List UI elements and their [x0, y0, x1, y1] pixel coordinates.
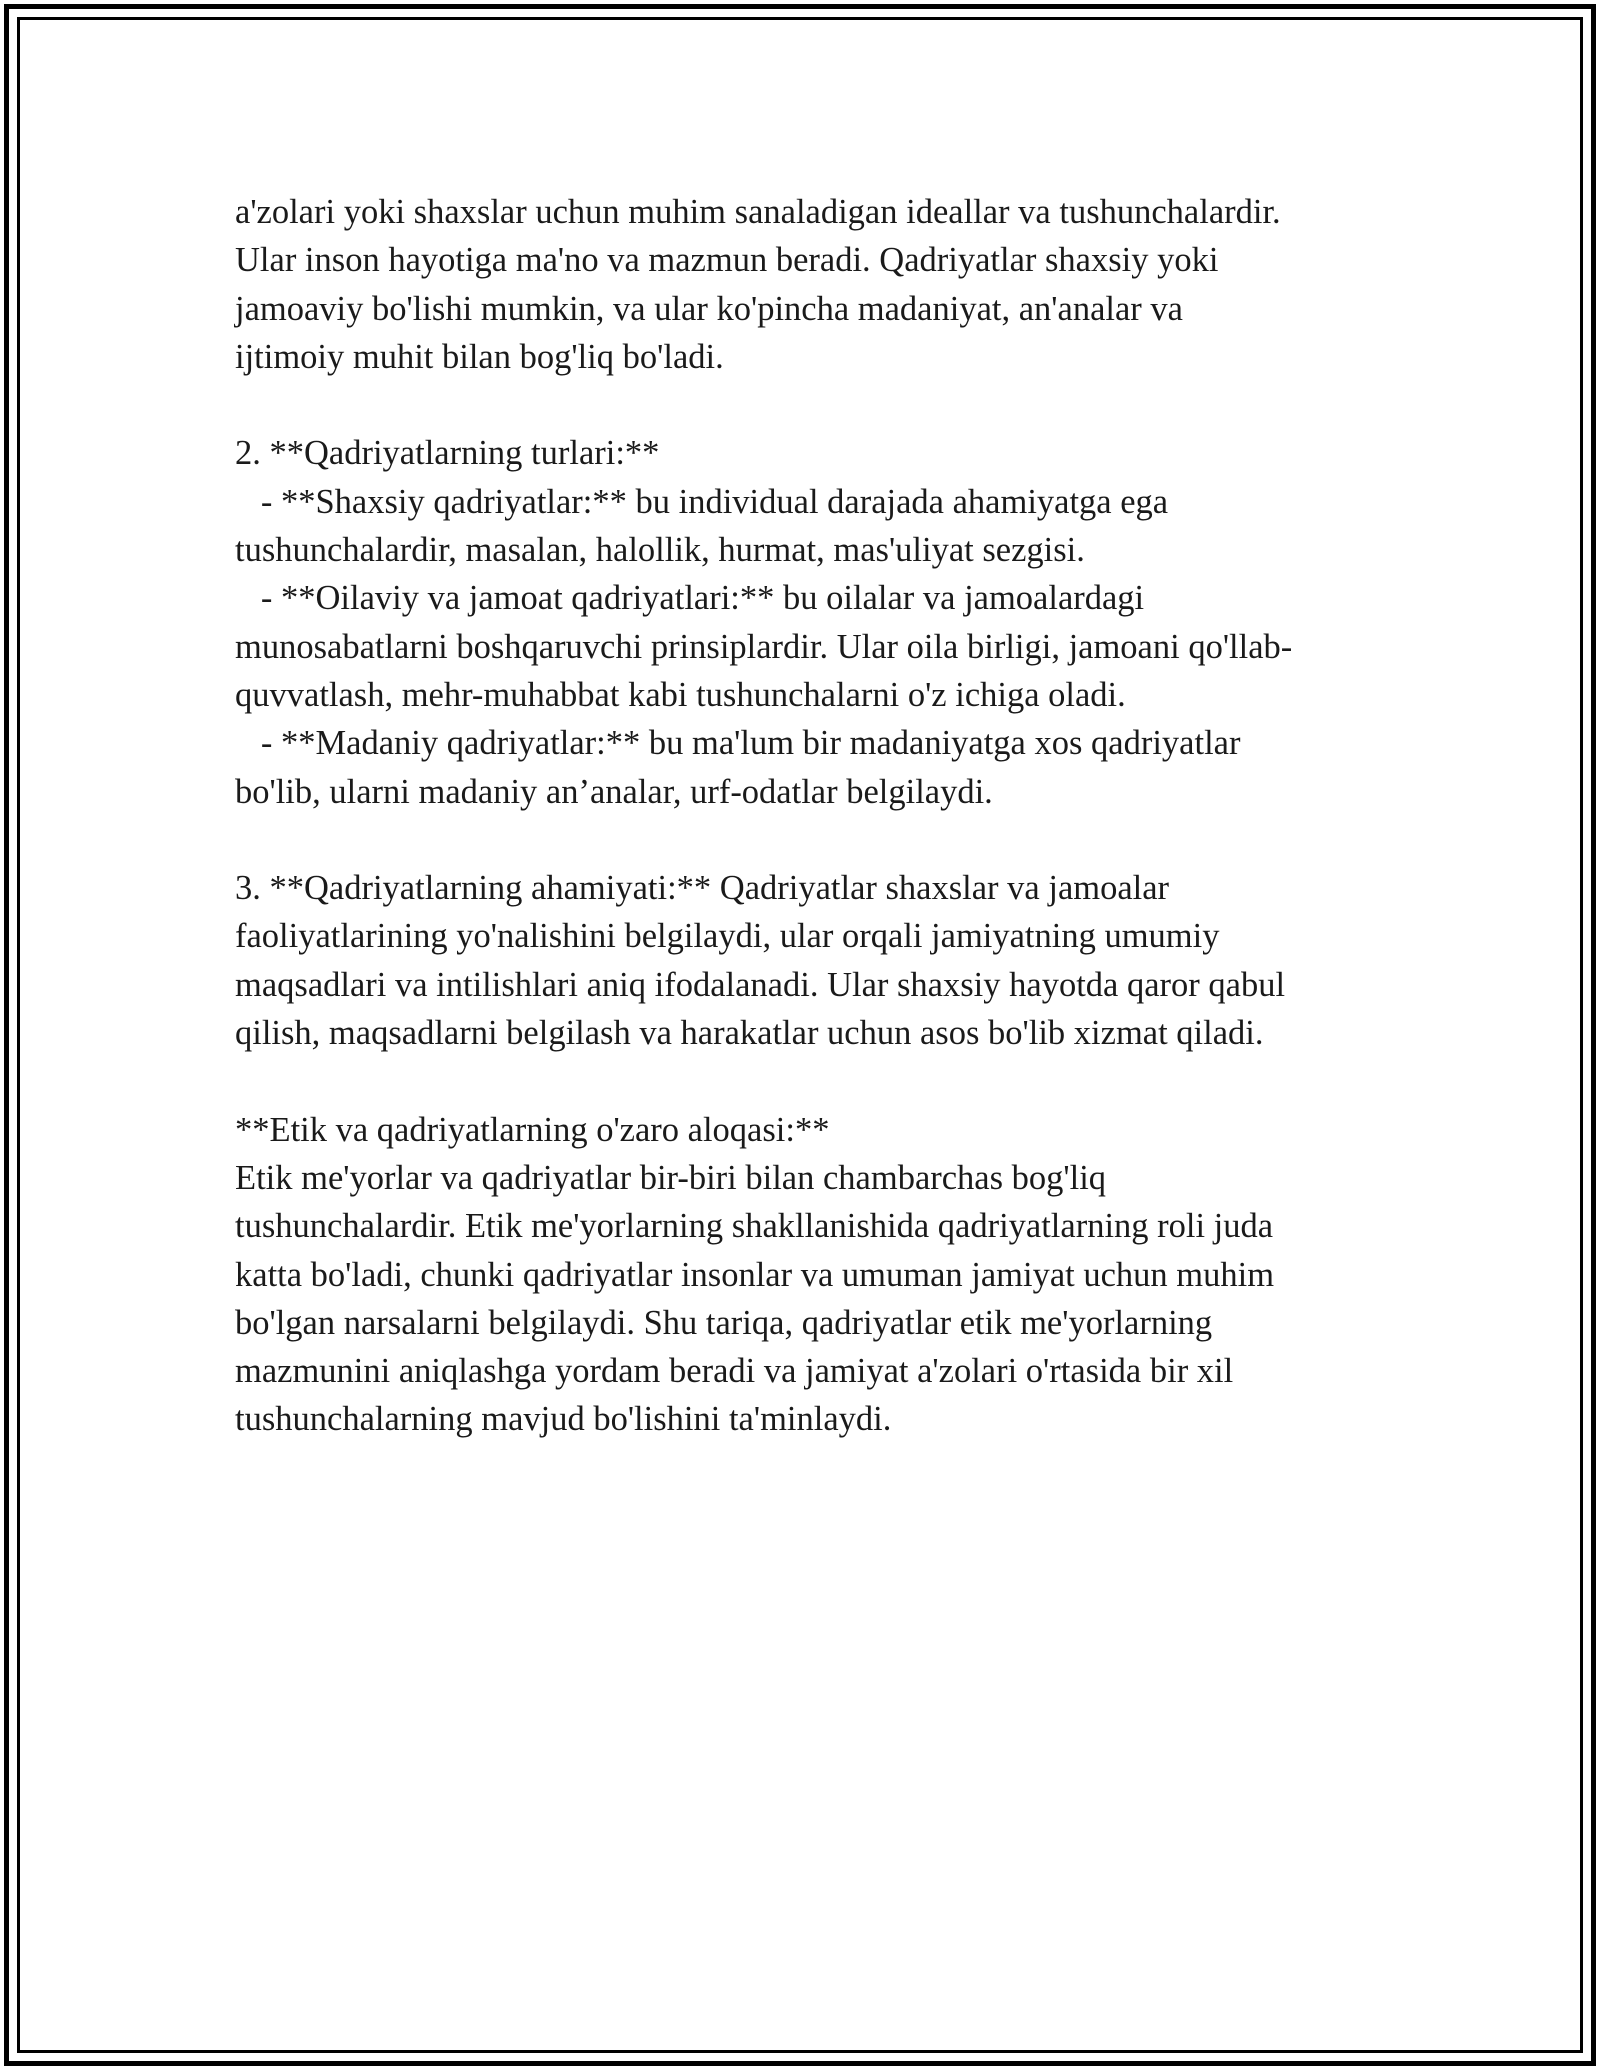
- paragraph-spacer: [235, 1057, 1395, 1105]
- section-heading: 3. **Qadriyatlarning ahamiyati:** Qadriyatlar shaxslar va jamoalar: [235, 869, 1170, 908]
- text-line: katta bo'ladi, chunki qadriyatlar insonlar va umuman jamiyat uchun muhim: [235, 1255, 1275, 1294]
- text-line: - **Shaxsiy qadriyatlar:** bu individual darajada ahamiyatga ega: [235, 482, 1169, 521]
- text-line: jamoaviy bo'lishi mumkin, va ular ko'pincha madaniyat, an'analar va: [235, 289, 1183, 328]
- text-line: quvvatlash, mehr-muhabbat kabi tushunchalarni o'z ichiga oladi.: [235, 675, 1126, 714]
- ethics-values-relation: [235, 1106, 1395, 1444]
- text-line: - **Oilaviy va jamoat qadriyatlari:** bu oilalar va jamoalardagi: [235, 579, 1145, 618]
- intro-paragraph: [235, 188, 1395, 381]
- text-line: munosabatlarni boshqaruvchi prinsiplardir. Ular oila birligi, jamoani qo'llab-: [235, 627, 1293, 666]
- text-line: maqsadlari va intilishlari aniq ifodalanadi. Ular shaxsiy hayotda qaror qabul: [235, 965, 1286, 1004]
- text-line: tushunchalardir. Etik me'yorlarning shakllanishida qadriyatlarning roli juda: [235, 1207, 1274, 1246]
- section-heading: 2. **Qadriyatlarning turlari:**: [235, 434, 660, 473]
- text-line: a'zolari yoki shaxslar uchun muhim sanaladigan ideallar va tushunchalardir.: [235, 193, 1281, 231]
- section-2-types: [235, 429, 1395, 815]
- section-heading: **Etik va qadriyatlarning o'zaro aloqasi:**: [235, 1110, 830, 1149]
- text-line: Etik me'yorlar va qadriyatlar bir-biri bilan chambarchas bog'liq: [235, 1158, 1107, 1197]
- text-line: tushunchalarning mavjud bo'lishini ta'minlaydi.: [235, 1400, 892, 1439]
- section-3-importance: [235, 864, 1395, 1057]
- text-line: bo'lgan narsalarni belgilaydi. Shu tariqa, qadriyatlar etik me'yorlarning: [235, 1303, 1213, 1342]
- text-line: bo'lib, ularni madaniy an’analar, urf-odatlar belgilaydi.: [235, 772, 993, 811]
- text-line: tushunchalardir, masalan, halollik, hurmat, mas'uliyat sezgisi.: [235, 531, 1085, 570]
- paragraph-spacer: [235, 381, 1395, 429]
- paragraph-spacer: [235, 816, 1395, 864]
- text-line: Ular inson hayotiga ma'no va mazmun beradi. Qadriyatlar shaxsiy yoki: [235, 241, 1219, 280]
- text-line: mazmunini aniqlashga yordam beradi va jamiyat a'zolari o'rtasida bir xil: [235, 1352, 1234, 1391]
- text-line: ijtimoiy muhit bilan bog'liq bo'ladi.: [235, 337, 724, 376]
- text-line: qilish, maqsadlarni belgilash va harakatlar uchun asos bo'lib xizmat qiladi.: [235, 1014, 1264, 1053]
- text-line: - **Madaniy qadriyatlar:** bu ma'lum bir madaniyatga xos qadriyatlar: [235, 724, 1241, 763]
- text-line: faoliyatlarining yo'nalishini belgilaydi, ular orqali jamiyatning umumiy: [235, 917, 1220, 956]
- document-body: [235, 188, 1395, 1444]
